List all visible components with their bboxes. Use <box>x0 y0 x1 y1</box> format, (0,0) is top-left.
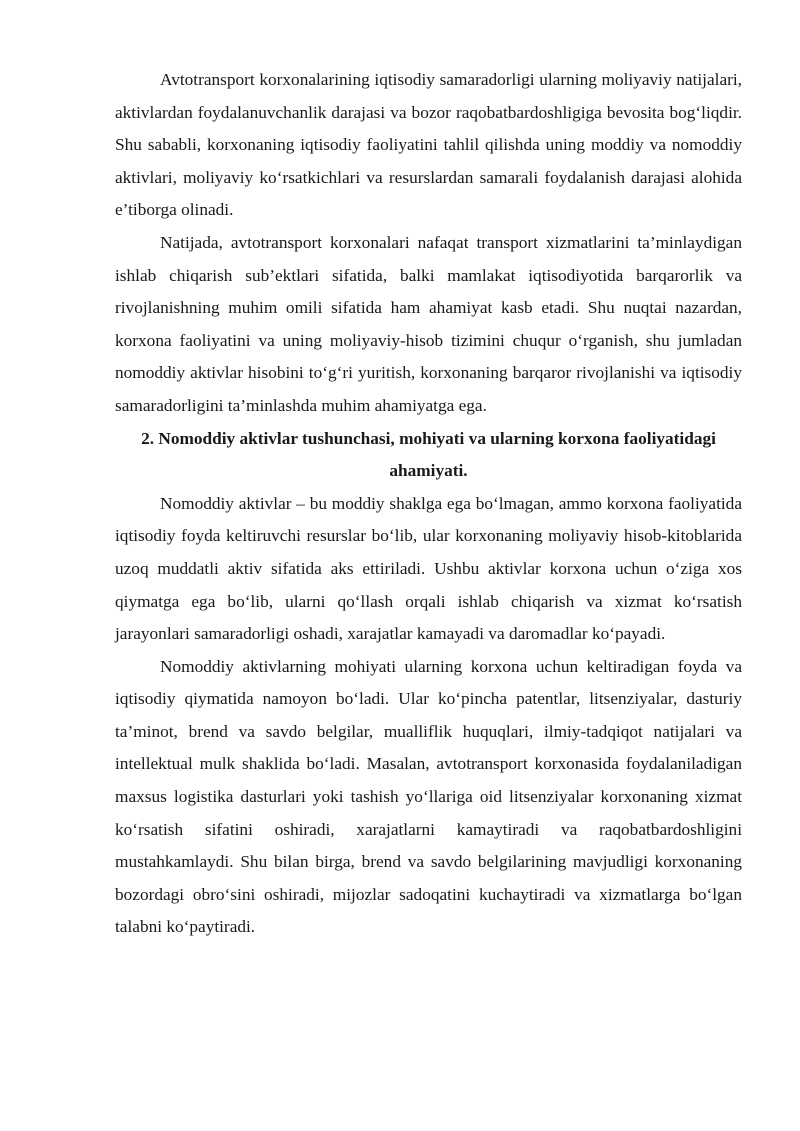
paragraph-4: Nomoddiy aktivlarning mohiyati ularning korxona uchun keltiradigan foyda va iqtisodiy qiymatida namoyon bo‘ladi. Ular ko‘pincha patentlar, litsenziyalar, dasturiy ta’minot, brend va savdo belgilar, mualliflik huquqlari, ilmiy-tadqiqot natijalari va intellektual mulk shaklida bo‘ladi. Masalan, avtotransport korxonasida foydalaniladigan maxsus logistika dasturlari yoki tashish yo‘llariga oid litsenziyalar korxonaning xizmat ko‘rsatish sifatini oshiradi, xarajatlarni kamaytiradi va raqobatbardoshligini mustahkamlaydi. Shu bilan birga, brend va savdo belgilarining mavjudligi korxonaning bozordagi obro‘sini oshiradi, mijozlar sadoqatini kuchaytiradi va xizmatlarga bo‘lgan talabni ko‘paytiradi. <box>115 656 742 937</box>
section-heading: 2. Nomoddiy aktivlar tushunchasi, mohiyati va ularning korxona faoliyatidagi ahamiyati. <box>141 428 716 481</box>
paragraph-1: Avtotransport korxonalarining iqtisodiy samaradorligi ularning moliyaviy natijalari, aktivlardan foydalanuvchanlik darajasi va bozor raqobatbardoshligiga bevosita bog‘liqdir. Shu sababli, korxonaning iqtisodiy faoliyatini tahlil qilishda uning moddiy va nomoddiy aktivlari, moliyaviy ko‘rsatkichlari va resurslardan samarali foydalanish darajasi alohida e’tiborga olinadi. <box>115 70 742 220</box>
document-page <box>115 64 742 944</box>
paragraph-2: Natijada, avtotransport korxonalari nafaqat transport xizmatlarini ta’minlaydigan ishlab chiqarish sub’ektlari sifatida, balki mamlakat iqtisodiyotida barqarorlik va rivojlanishning muhim omili sifatida ham ahamiyat kasb etadi. Shu nuqtai nazardan, korxona faoliyatini va uning moliyaviy-hisob tizimini chuqur o‘rganish, shu jumladan nomoddiy aktivlar hisobini to‘g‘ri yuritish, korxonaning barqaror rivojlanishi va iqtisodiy samaradorligini ta’minlashda muhim ahamiyatga ega. <box>115 232 742 415</box>
paragraph-3: Nomoddiy aktivlar – bu moddiy shaklga ega bo‘lmagan, ammo korxona faoliyatida iqtisodiy foyda keltiruvchi resurslar bo‘lib, ular korxonaning moliyaviy hisob-kitoblarida uzoq muddatli aktiv sifatida aks ettiriladi. Ushbu aktivlar korxona uchun o‘ziga xos qiymatga ega bo‘lib, ularni qo‘llash orqali ishlab chiqarish va xizmat ko‘rsatish jarayonlari samaradorligi oshadi, xarajatlar kamayadi va daromadlar ko‘payadi. <box>115 493 742 644</box>
